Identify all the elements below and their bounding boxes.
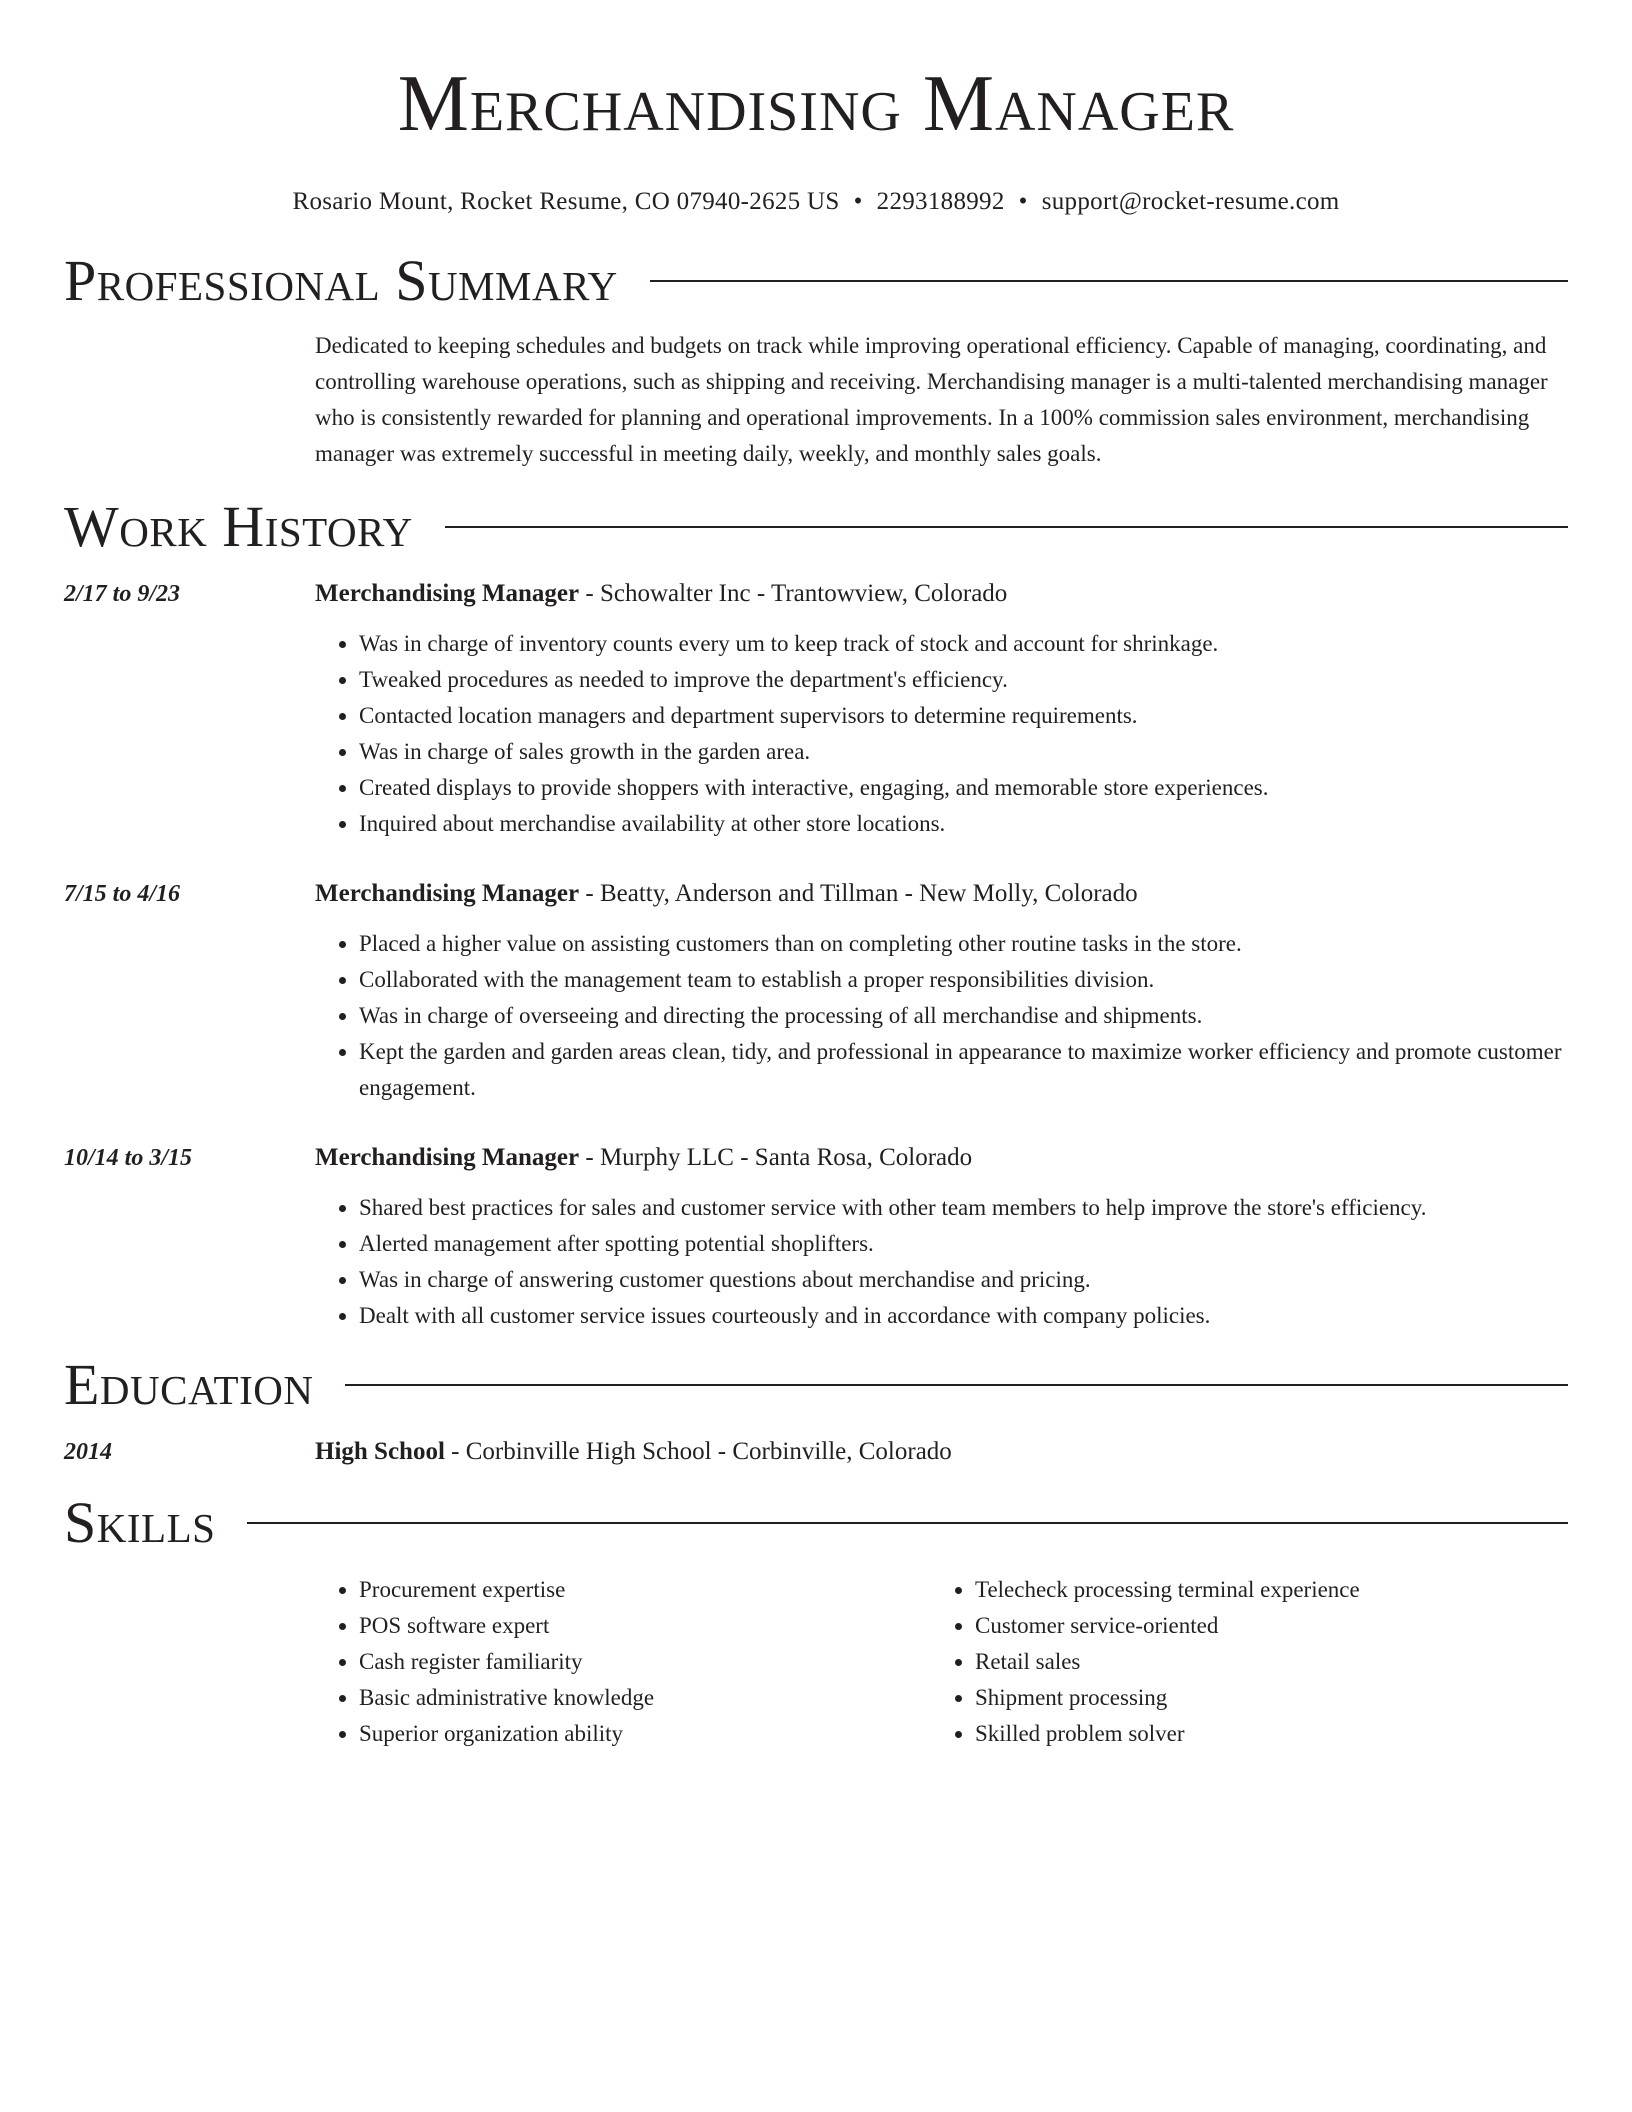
- contact-separator: •: [1018, 188, 1028, 215]
- education-section-header: [64, 1352, 1568, 1418]
- job-position: Merchandising Manager: [315, 1144, 580, 1171]
- job-position: Merchandising Manager: [315, 880, 580, 907]
- contact-separator: •: [853, 188, 863, 215]
- list-item: • Contacted location managers and department supervisors to determine requirements.: [359, 698, 1568, 734]
- job-entry: [64, 1140, 1568, 1334]
- contact-phone: 2293188992: [876, 188, 1005, 215]
- list-item: • Collaborated with the management team to establish a proper responsibilities division.: [359, 962, 1568, 998]
- skills-list: [315, 1572, 1568, 1752]
- job-dates: 7/15 to 4/16: [64, 881, 181, 907]
- candidate-name: Merchandising Manager: [397, 60, 1235, 148]
- list-item: • Created displays to provide shoppers with interactive, engaging, and memorable store experiences.: [359, 770, 1568, 806]
- list-item: • Placed a higher value on assisting customers than on completing other routine tasks in the store.: [359, 926, 1568, 962]
- summary-section-header: [64, 248, 1568, 314]
- job-entry: [64, 576, 1568, 842]
- skill-item: • Telecheck processing terminal experience: [975, 1572, 1547, 1608]
- contact-email[interactable]: support@rocket-resume.com: [1041, 188, 1340, 215]
- summary-text: Dedicated to keeping schedules and budgets on track while improving operational efficiency. Capable of managing, coordinating, and controlling warehouse operations, such as shipping and receiving. Merchandising manager is a multi-talented merchandising manager who is consistently rewarded for planning and operational improvements. In a 100% commission sales environment, merchandising manager was extremely successful in meeting daily, weekly, and monthly sales goals.: [315, 333, 1548, 466]
- job-details: - Murphy LLC - Santa Rosa, Colorado: [579, 1144, 973, 1171]
- skill-item: • Skilled problem solver: [975, 1716, 1547, 1752]
- job-details: - Schowalter Inc - Trantowview, Colorado: [579, 580, 1008, 607]
- list-item: • Shared best practices for sales and customer service with other team members to help improve the store's efficiency.: [359, 1190, 1568, 1226]
- skills-column-left: [315, 1572, 931, 1752]
- job-bullets: [315, 1190, 1568, 1334]
- skills-section-title: Skills: [64, 1490, 216, 1555]
- list-item: • Was in charge of answering customer questions about merchandise and pricing.: [359, 1262, 1568, 1298]
- list-item: • Was in charge of sales growth in the garden area.: [359, 734, 1568, 770]
- list-item: • Dealt with all customer service issues courteously and in accordance with company policies.: [359, 1298, 1568, 1334]
- skill-item: • Superior organization ability: [359, 1716, 931, 1752]
- contact-line: [64, 186, 1568, 218]
- list-item: • Tweaked procedures as needed to improve the department's efficiency.: [359, 662, 1568, 698]
- job-heading: [315, 1140, 1568, 1176]
- education-year: 2014: [64, 1439, 112, 1465]
- job-entry: [64, 876, 1568, 1106]
- list-item: • Kept the garden and garden areas clean, tidy, and professional in appearance to maximize worker efficiency and promote customer engagement.: [359, 1034, 1568, 1106]
- education-entry: [64, 1434, 1568, 1470]
- skill-item: • Cash register familiarity: [359, 1644, 931, 1680]
- skills-column-right: [931, 1572, 1547, 1752]
- contact-address: Rosario Mount, Rocket Resume, CO 07940-2625 US: [292, 188, 840, 215]
- education-heading: [315, 1434, 1568, 1470]
- skill-item: • POS software expert: [359, 1608, 931, 1644]
- job-dates: 10/14 to 3/15: [64, 1145, 193, 1171]
- work-section-header: [64, 494, 1568, 560]
- skill-item: • Retail sales: [975, 1644, 1547, 1680]
- section-divider: [445, 526, 1568, 528]
- skill-item: • Shipment processing: [975, 1680, 1547, 1716]
- education-section-title: Education: [64, 1352, 314, 1417]
- list-item: • Was in charge of inventory counts every um to keep track of stock and account for shrinkage.: [359, 626, 1568, 662]
- skill-item: • Procurement expertise: [359, 1572, 931, 1608]
- education-details: - Corbinville High School - Corbinville, Colorado: [444, 1438, 952, 1465]
- section-divider: [650, 280, 1568, 282]
- section-divider: [247, 1522, 1568, 1524]
- skill-item: • Basic administrative knowledge: [359, 1680, 931, 1716]
- job-dates: 2/17 to 9/23: [64, 581, 181, 607]
- job-heading: [315, 576, 1568, 612]
- summary-section-title: Professional Summary: [64, 248, 618, 313]
- job-heading: [315, 876, 1568, 912]
- list-item: • Inquired about merchandise availability at other store locations.: [359, 806, 1568, 842]
- job-bullets: [315, 626, 1568, 842]
- list-item: • Was in charge of overseeing and directing the processing of all merchandise and shipments.: [359, 998, 1568, 1034]
- skills-section-header: [64, 1490, 1568, 1556]
- list-item: • Alerted management after spotting potential shoplifters.: [359, 1226, 1568, 1262]
- work-section-title: Work History: [64, 494, 413, 559]
- job-details: - Beatty, Anderson and Tillman - New Molly, Colorado: [579, 880, 1138, 907]
- education-degree: High School: [315, 1438, 445, 1465]
- job-position: Merchandising Manager: [315, 580, 580, 607]
- job-bullets: [315, 926, 1568, 1106]
- skill-item: • Customer service-oriented: [975, 1608, 1547, 1644]
- section-divider: [345, 1384, 1568, 1386]
